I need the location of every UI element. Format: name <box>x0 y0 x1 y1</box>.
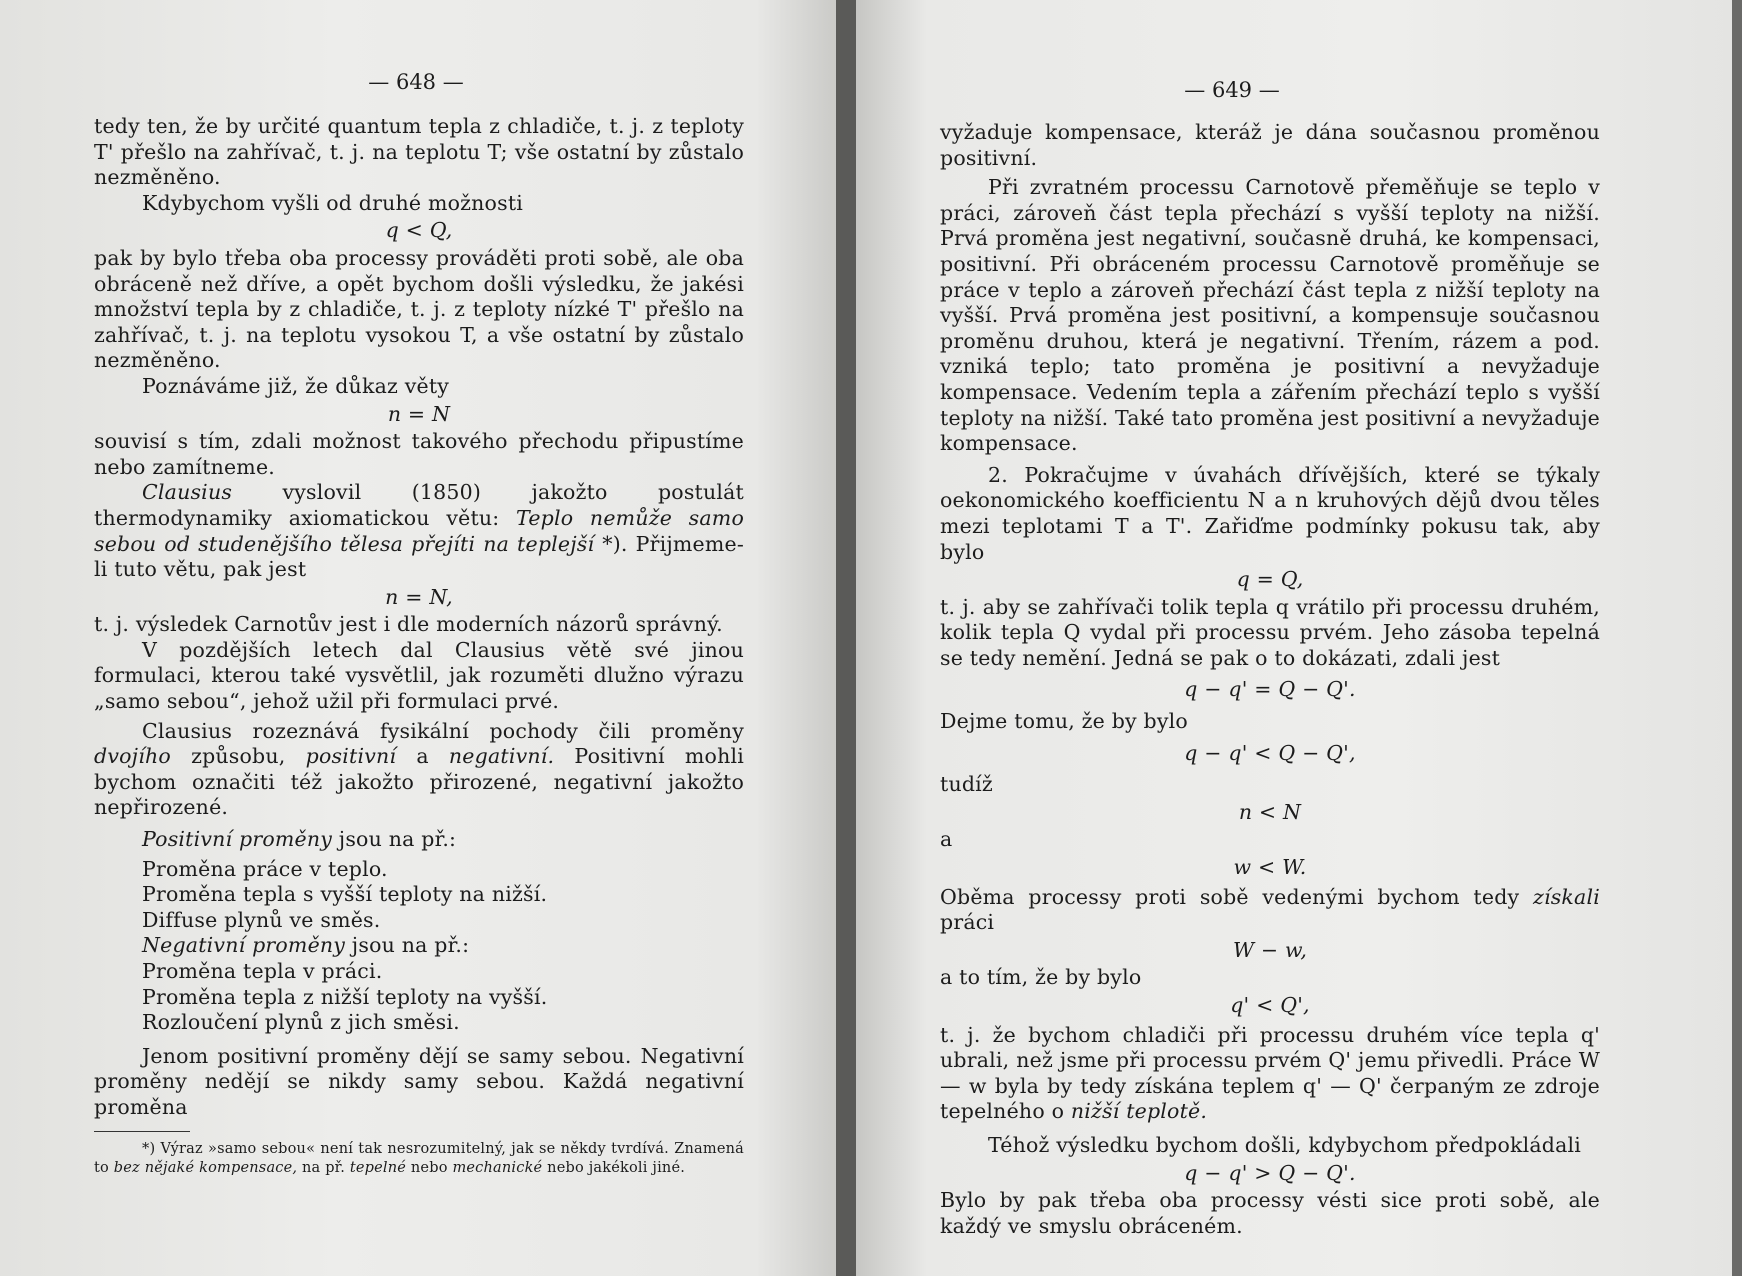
paragraph: 2. Pokračujme v úvahách dřívějších, které se týkaly oekonomického koefficientu N a n kruhových dějů dvou těles mezi teplotami T a T'. Zařiďme podmínky pokusu tak, aby bylo <box>940 462 1600 564</box>
text-run: Oběma processy proti sobě vedenými bychom tedy <box>940 884 1533 909</box>
equation: q − q' < Q − Q', <box>1184 740 1356 765</box>
text-run: nebo jakékoli jiné. <box>542 1159 686 1176</box>
list-item: Diffuse plynů ve směs. <box>142 907 381 932</box>
italic-term: nižší teplotě. <box>1070 1099 1208 1124</box>
paragraph: Téhož výsledku bychom došli, kdybychom předpokládali <box>988 1132 1582 1157</box>
page-number-left: — 648 — <box>368 70 464 94</box>
paragraph <box>94 719 744 821</box>
paragraph: V pozdějších letech dal Clausius větě své jinou formulaci, kterou také vysvětlil, jak rozuměti dlužno výrazu „samo sebou“, jehož užil při formulaci prvé. <box>94 637 744 714</box>
equation: n = N, <box>385 584 453 609</box>
equation: w < W. <box>1233 855 1307 880</box>
paragraph <box>940 1023 1600 1125</box>
paragraph <box>94 480 744 582</box>
italic-term: mechanické <box>452 1159 543 1176</box>
equation: q − q' > Q − Q'. <box>1184 1160 1356 1185</box>
paragraph: t. j. aby se zahřívači tolik tepla q vrátilo při processu druhém, kolik tepla Q vydal při processu prvém. Jeho zásoba tepelná se tedy nemění. Jedná se pak o to dokázati, zdali jest <box>940 594 1600 670</box>
equation: q < Q, <box>385 218 453 243</box>
equation: q' < Q', <box>1230 993 1310 1017</box>
positive-list <box>94 827 744 933</box>
text-run: způsobu, <box>170 744 306 769</box>
page-number-right: — 649 — <box>1184 78 1280 102</box>
text-run: Positivní mohli bychom označiti též jakožto přirozené, negativní jakožto nepřirozené. <box>94 744 744 820</box>
italic-term: Positivní proměny <box>142 827 333 852</box>
right-page <box>856 0 1742 1276</box>
paragraph: Dejme tomu, že by bylo <box>940 709 1188 734</box>
list-item: Rozloučení plynů z jich směsi. <box>142 1010 460 1035</box>
text-run: Clausius rozeznává fysikální pochody čili proměny <box>142 718 744 743</box>
footnote <box>94 1140 744 1178</box>
equation: n < N <box>1238 799 1302 824</box>
list-item: Proměna tepla s vyšší teploty na nižší. <box>142 882 548 907</box>
italic-term: dvojího <box>94 744 171 769</box>
italic-term: negativní. <box>448 744 555 769</box>
list-item: Proměna tepla v práci. <box>142 959 383 983</box>
paragraph: souvisí s tím, zdali možnost takového přechodu připustíme nebo zamítneme. <box>94 429 744 479</box>
paragraph: a to tím, že by bylo <box>940 965 1142 990</box>
text-run: na př. <box>297 1159 350 1176</box>
paragraph: Bylo by pak třeba oba processy vésti sice proti sobě, ale každý ve smyslu obráceném. <box>940 1188 1600 1238</box>
list-item: Proměna práce v teplo. <box>142 856 388 881</box>
text-run: a <box>396 744 449 769</box>
text-run: práci <box>940 910 995 935</box>
paragraph: a <box>940 827 953 852</box>
author-name: Clausius <box>142 480 233 505</box>
text-run: *). Přijmeme-li tuto větu, pak jest <box>94 531 744 582</box>
right-page-body <box>940 120 1600 1239</box>
italic-term: tepelné <box>349 1159 407 1176</box>
paragraph: Poznáváme již, že důkaz věty <box>142 373 450 398</box>
left-page-body <box>94 114 744 1178</box>
italic-term: získali <box>1532 884 1600 909</box>
text-run: vyslovil (1850) jakožto postulát thermodynamiky axiomatickou větu: <box>94 480 744 530</box>
text-run: jsou na př.: <box>345 933 470 958</box>
footnote-rule <box>94 1131 190 1132</box>
text-run: jsou na př.: <box>332 827 457 852</box>
text-run: t. j. že bychom chladiči při processu druhém více tepla q' ubrali, než jsme při processu prvém Q' jemu přivedli. Práce W — w byla by tedy získána teplem q' — Q' čerpaným ze zdroje tepelného o <box>940 1022 1600 1124</box>
paragraph: vyžaduje kompensace, kteráž je dána současnou proměnou positivní. <box>940 120 1600 170</box>
paragraph: Jenom positivní proměny dějí se samy sebou. Negativní proměny nedějí se nikdy samy sebou. Každá negativní proměna <box>94 1043 744 1119</box>
paragraph: Při zvratném processu Carnotově přeměňuje se teplo v práci, zároveň část tepla přechází s vyšší teploty na nižší. Prvá proměna jest negativní, současně druhá, ke kompensaci, positivní. Při obráceném processu Carnotově proměňuje se práce v teplo a zároveň přechází část tepla z nižší teploty na vyšší. Prvá proměna jest positivní, a kompensuje současnou proměnu druhou, která je negativní. Třením, rázem a pod. vzniká teplo; tato proměna je positivní a nevyžaduje kompensace. Vedením tepla a zářením přechází teplo s vyšší teploty na nižší. Také tato proměna jest positivní a nevyžaduje kompensace. <box>940 175 1600 456</box>
paragraph: pak by bylo třeba oba processy prováděti proti sobě, ale oba obráceně než dříve, a opět bychom došli výsledku, že jakési množství tepla by z chladiče, t. j. z teploty nízké T' přešlo na zahřívač, t. j. na teplotu vysokou T, a vše ostatní by zůstalo nezměněno. <box>94 245 744 373</box>
paragraph: t. j. výsledek Carnotův jest i dle moderních názorů správný. <box>94 612 723 637</box>
text-run: nebo <box>406 1159 453 1176</box>
paragraph: tedy ten, že by určité quantum tepla z chladiče, t. j. z teploty T' přešlo na zahřívač, t. j. na teplotu T; vše ostatní by zůstalo nezměněno. <box>94 114 744 190</box>
italic-statement: Teplo nemůže samo sebou od studenějšího tělesa přejíti na teplejší <box>94 505 744 556</box>
equation: q = Q, <box>1236 567 1304 592</box>
paragraph <box>940 885 1600 936</box>
left-page <box>0 0 840 1276</box>
equation: q − q' = Q − Q'. <box>1184 677 1356 702</box>
italic-term: Negativní proměny <box>142 933 346 958</box>
list-heading <box>142 827 744 853</box>
page-edge <box>1732 0 1742 1276</box>
paragraph: tudíž <box>940 772 993 797</box>
paragraph: Kdybychom vyšli od druhé možnosti <box>142 190 524 215</box>
text-run: *) Výraz »samo sebou« není tak nesrozumitelný, jak se někdy tvrdívá. Znamená to <box>94 1140 744 1176</box>
italic-term: positivní <box>305 744 397 769</box>
negative-list <box>94 933 744 1035</box>
list-item: Proměna tepla z nižší teploty na vyšší. <box>142 984 548 1009</box>
italic-term: bez nějaké kompensace, <box>113 1159 298 1176</box>
equation: W − w, <box>1232 937 1308 962</box>
list-heading <box>142 933 744 959</box>
equation: n = N <box>387 401 451 426</box>
